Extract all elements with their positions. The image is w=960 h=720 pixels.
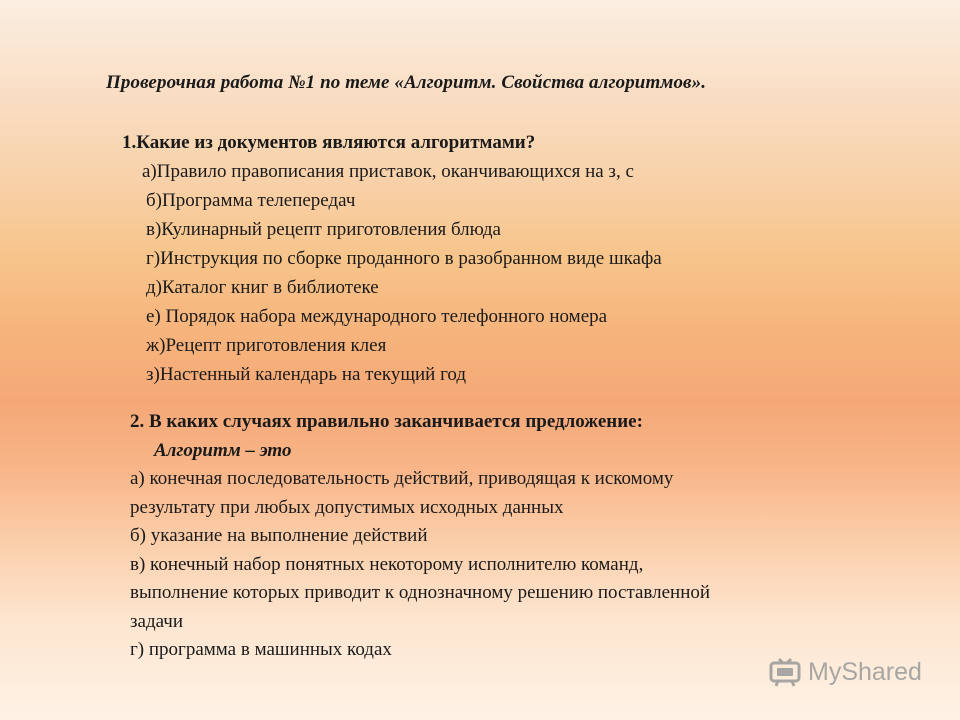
question-2-line: результату при любых допустимых исходных данных: [130, 496, 564, 518]
question-2-line: выполнение которых приводит к однозначному решению поставленной: [130, 582, 711, 603]
question-1-heading: 1.Какие из документов являются алгоритмами?: [122, 132, 536, 153]
question-1-option: з)Настенный календарь на текущий год: [146, 364, 467, 385]
question-1-option: б)Программа телепередач: [146, 190, 356, 211]
question-2-line: г) программа в машинных кодах: [130, 639, 392, 660]
myshared-logo-icon: [768, 655, 802, 689]
question-2-line: в) конечный набор понятных некоторому исполнителю команд,: [130, 553, 644, 575]
myshared-watermark: [768, 655, 922, 689]
question-2-subheading: Алгоритм – это: [154, 439, 292, 461]
myshared-watermark-text: MyShared: [808, 657, 922, 686]
question-1-option: г)Инструкция по сборке проданного в разобранном виде шкафа: [146, 248, 662, 269]
slide-title: Проверочная работа №1 по теме «Алгоритм. Свойства алгоритмов».: [106, 72, 707, 93]
question-1-option: ж)Рецепт приготовления клея: [146, 335, 387, 356]
question-2-line: а) конечная последовательность действий, приводящая к искомому: [130, 468, 674, 489]
question-1: [122, 128, 662, 389]
question-2-line: задачи: [130, 610, 184, 632]
question-1-option: в)Кулинарный рецепт приготовления блюда: [146, 219, 501, 240]
question-2: [130, 408, 710, 665]
question-1-option: а)Правило правописания приставок, оканчивающихся на з, с: [142, 161, 634, 182]
question-1-option: е) Порядок набора международного телефонного номера: [146, 306, 608, 327]
question-2-line: б) указание на выполнение действий: [130, 525, 428, 546]
question-2-heading: 2. В каких случаях правильно заканчивается предложение:: [130, 411, 643, 432]
question-1-option: д)Каталог книг в библиотеке: [146, 277, 379, 298]
